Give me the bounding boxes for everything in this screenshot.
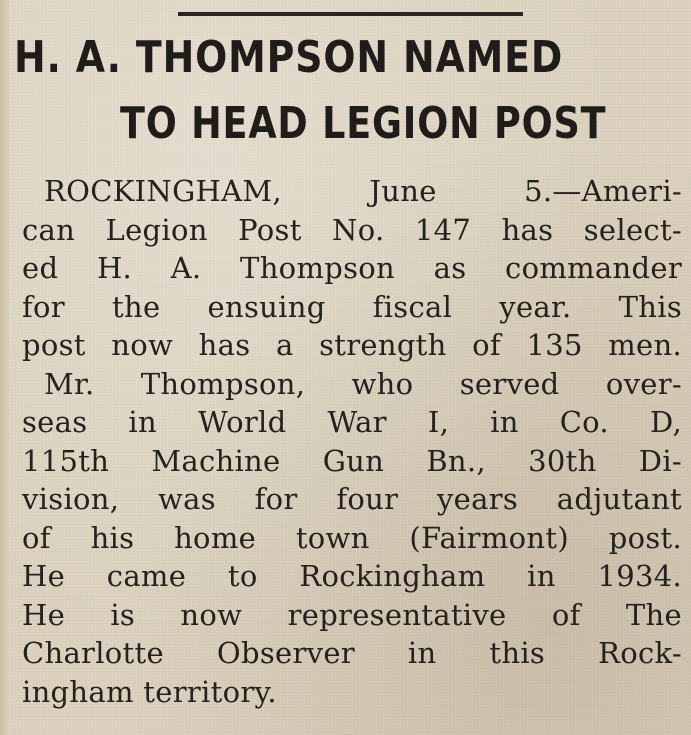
article-line: Charlotte Observer in this Rock-: [22, 636, 682, 670]
article-body: [22, 172, 682, 711]
article-line: seas in World War I, in Co. D,: [22, 405, 682, 439]
article-line: He is now representative of The: [22, 597, 682, 632]
headline-line-2: TO HEAD LEGION POST: [120, 98, 607, 149]
article-line: can Legion Post No. 147 has select-: [22, 212, 682, 247]
article-line: ingham territory.: [22, 674, 277, 709]
article-line: ROCKINGHAM, June 5.—Ameri-: [44, 174, 682, 208]
article-line: vision, was for four years adjutant: [22, 482, 682, 516]
article-line: of his home town (Fairmont) post.: [22, 520, 682, 555]
article-line: for the ensuing fiscal year. This: [22, 289, 682, 324]
top-rule: [178, 12, 523, 16]
headline-line-1: H. A. THOMPSON NAMED: [14, 32, 564, 83]
article-line: He came to Rockingham in 1934.: [22, 559, 682, 593]
article-line: post now has a strength of 135 men.: [22, 328, 682, 362]
article-line: Mr. Thompson, who served over-: [44, 366, 682, 401]
clipping-left-edge: [0, 0, 10, 735]
article-line: ed H. A. Thompson as commander: [22, 251, 682, 285]
article-line: 115th Machine Gun Bn., 30th Di-: [22, 443, 682, 478]
